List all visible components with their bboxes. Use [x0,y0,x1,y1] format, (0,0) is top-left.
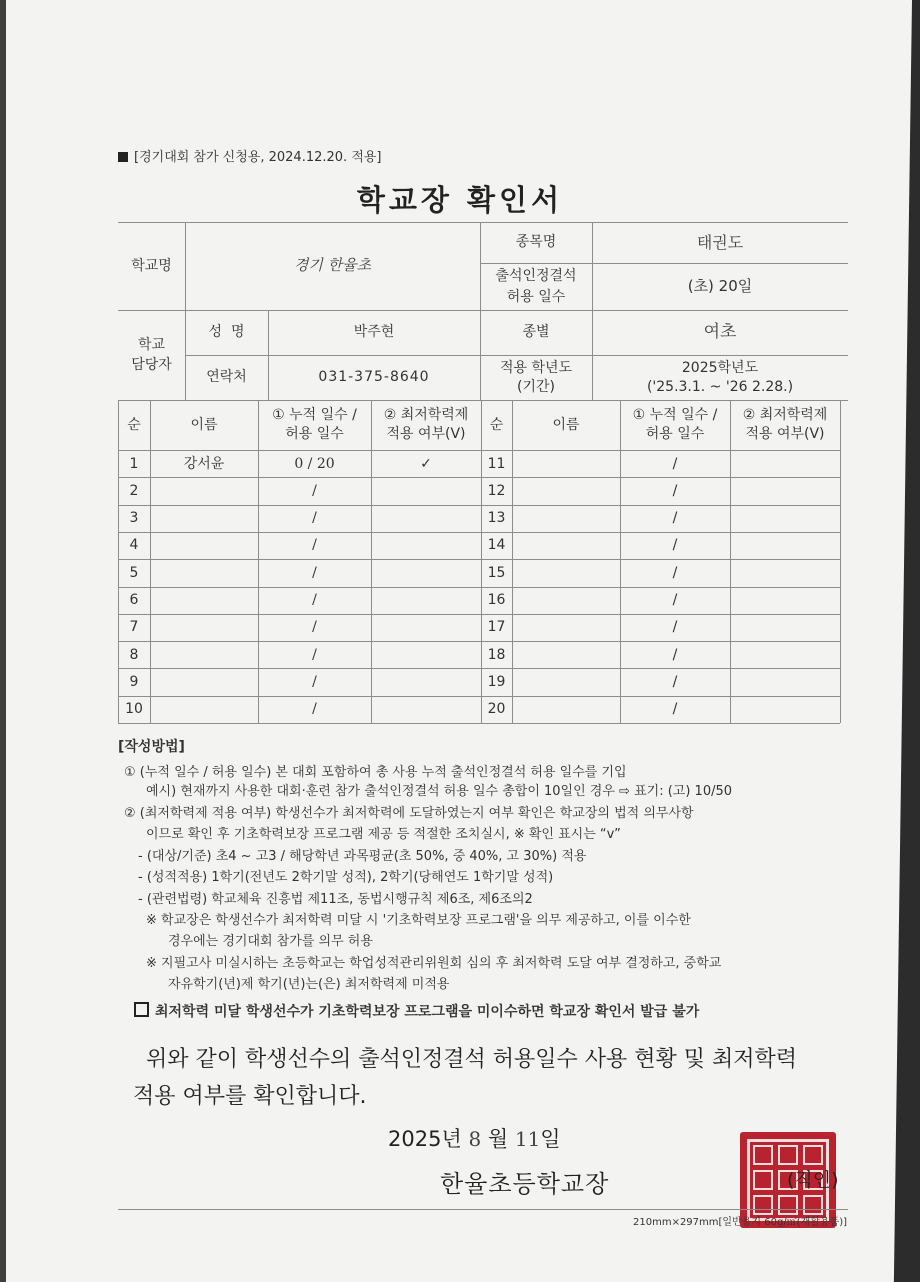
square-bullet-icon [118,152,128,162]
student-name [512,696,620,723]
min-standard-check [730,559,840,586]
days-used: / [672,482,678,499]
year-label [480,355,592,400]
min-standard-check: ✓ [420,455,432,472]
student-name [512,641,620,668]
col-name-right: 이름 [552,416,580,433]
student-name [150,477,258,504]
row-number: 6 [129,592,139,608]
row-number: 9 [129,673,139,690]
row-number: 15 [487,564,506,581]
sport-label: 종목명 [515,234,557,251]
row-number: 13 [487,510,506,527]
row-number: 12 [487,482,506,499]
col-min-right-1: ② 최저학력제 [742,407,828,424]
min-standard-check [730,532,840,559]
principal-name: 한율초등학교장 [440,1170,610,1198]
student-name [512,668,620,695]
days-used: / [672,619,678,636]
min-standard-check [730,477,840,504]
method-line-1: ① (누적 일수 / 허용 일수) 본 대회 포함하여 총 사용 누적 출석인정결석 허용 일수를 기입 [124,765,627,780]
min-standard-check [730,696,840,723]
col-min-left [371,400,481,450]
days-used: / [672,646,678,663]
row-number: 3 [129,510,139,527]
student-name [512,614,620,641]
days-used: / [312,482,317,499]
student-name [150,696,258,723]
min-standard-check [371,477,481,504]
days-used: / [672,592,678,608]
method-section [118,738,858,757]
row-number: 1 [129,455,139,472]
manager-label [118,310,185,400]
col-days-left-1: ① 누적 일수 / [272,407,357,424]
method-line-8: ※ 학교장은 학생선수가 최저학력 미달 시 '기초학력보장 프로그램'을 의무 제공하고, 이를 이수한 [146,913,691,928]
min-standard-check [371,587,481,614]
days-used: / [312,592,317,608]
student-name [150,641,258,668]
seal-label: (직인) [787,1169,839,1191]
row-number: 7 [129,619,139,636]
min-standard-check [371,614,481,641]
row-number: 8 [129,646,139,663]
min-standard-check [730,614,840,641]
col-no-left: 순 [127,416,141,433]
days-used: / [312,646,317,663]
row-number: 20 [487,701,506,718]
row-number: 4 [129,537,139,554]
method-line-11: 자유학기(년)제 학기(년)는(은) 최저학력제 미적용 [168,977,450,992]
date-month: 8 [468,1127,482,1151]
school-value: 경기 한율초 [293,256,372,275]
method-line-2: 예시) 현재까지 사용한 대회·훈련 참가 출석인정결석 허용 일수 총합이 10일인 경우 ⇨ 표기: (고) 10/50 [146,784,733,799]
row-number: 16 [487,592,506,608]
sport-value: 태권도 [696,232,744,252]
method-line-12 [134,1002,874,1022]
confirm-line-2: 적용 여부를 확인합니다. [133,1084,367,1109]
row-number: 17 [487,619,506,636]
gender-label: 종별 [522,324,550,341]
days-used: / [672,510,678,527]
method-line-9: 경우에는 경기대회 참가를 의무 허용 [168,934,373,949]
col-min-left-2: 적용 여부(V) [386,426,466,442]
row-number: 14 [487,537,506,554]
header-note [118,146,382,165]
min-standard-check [730,450,840,477]
student-name [512,450,620,477]
col-days-right-2: 허용 일수 [645,426,705,442]
min-standard-check [371,559,481,586]
row-number: 18 [487,646,506,663]
days-used: / [672,455,678,472]
student-name [150,587,258,614]
days-used: / [312,564,317,581]
attendance-value: (초) 20일 [687,276,753,295]
method-title: [작성방법] [118,739,185,755]
col-days-left-2: 허용 일수 [285,426,344,442]
min-standard-check [371,532,481,559]
days-used: / [312,673,317,690]
contact-value: 031-375-8640 [318,369,430,386]
date-month-unit: 월 [487,1127,509,1151]
manager-label-2: 담당자 [131,357,172,373]
col-min-right [730,400,840,450]
date-year: 2025 [388,1127,442,1151]
days-used: 0 / 20 [294,455,335,472]
date-year-unit: 년 [441,1127,462,1151]
gender-value: 여초 [703,322,737,343]
name-label: 성 명 [208,324,245,341]
col-days-left [258,400,371,450]
year-label-2: (기간) [517,378,555,395]
date-line [388,1123,561,1153]
student-name [512,477,620,504]
method-line-4: 이므로 확인 후 기초학력보장 프로그램 제공 등 적절한 조치실시, ※ 확인 표시는 “v” [146,827,621,842]
student-name [150,668,258,695]
days-used: / [672,701,678,718]
method-line-7: - (관련법령) 학교체육 진흥법 제11조, 동법시행규칙 제6조, 제6조의2 [138,892,533,907]
student-name [150,532,258,559]
contact-label: 연락처 [206,369,247,386]
row-number: 11 [487,455,506,472]
student-name [150,614,258,641]
year-value-1: 2025학년도 [681,360,759,377]
row-number: 2 [129,482,139,499]
days-used: / [312,619,317,636]
name-value: 박주현 [353,324,395,341]
col-no-right: 순 [489,416,504,433]
student-name [150,505,258,532]
col-min-right-2: 적용 여부(V) [745,426,825,442]
days-used: / [672,564,678,581]
student-name: 강서윤 [183,455,225,472]
method-line-3: ② (최저학력제 적용 여부) 학생선수가 최저학력에 도달하였는지 여부 확인은 학교장의 법적 의무사항 [124,806,694,821]
days-used: / [312,510,317,527]
attendance-label-2: 허용 일수 [506,288,566,305]
min-standard-check [371,696,481,723]
col-days-right-1: ① 누적 일수 / [632,407,718,424]
student-name [512,505,620,532]
method-line-10: ※ 지필고사 미실시하는 초등학교는 학업성적관리위원회 심의 후 최저학력 도달 여부 결정하고, 중학교 [146,956,722,971]
min-standard-check [371,668,481,695]
student-name [512,532,620,559]
days-used: / [672,673,678,690]
year-label-1: 적용 학년도 [499,360,573,377]
manager-label-1: 학교 [137,336,166,353]
col-min-left-1: ② 최저학력제 [383,407,469,424]
date-day-unit: 일 [540,1127,561,1151]
warning-box-icon [134,1002,149,1017]
attendance-label-1: 출석인정결석 [495,268,577,285]
method-line-12-text: 최저학력 미달 학생선수가 기초학력보장 프로그램을 미이수하면 학교장 확인서 발급 불가 [155,1004,700,1020]
year-value-2: ('25.3.1. ~ '26 2.28.) [646,378,794,395]
min-standard-check [371,505,481,532]
min-standard-check [730,641,840,668]
min-standard-check [730,505,840,532]
header-note-text: [경기대회 참가 신청용, 2024.12.20. 적용] [134,150,382,165]
days-used: / [672,537,678,554]
student-name [512,587,620,614]
date-day: 11 [514,1127,541,1151]
min-standard-check [730,668,840,695]
footer-note: 210mm×297mm[일반용지 60g/㎡(재활용품)] [633,1217,848,1228]
col-days-right [620,400,730,450]
year-value [592,355,848,400]
method-line-5: - (대상/기준) 초4 ~ 고3 / 해당학년 과목평균(초 50%, 중 40%, 고 30%) 적용 [138,849,587,864]
min-standard-check [730,587,840,614]
method-line-6: - (성적적용) 1학기(전년도 2학기말 성적), 2학기(당해연도 1학기말 성적) [138,870,554,885]
school-label: 학교명 [131,257,172,274]
row-number: 10 [125,701,143,718]
col-name-left: 이름 [190,416,218,433]
student-name [512,559,620,586]
min-standard-check [371,641,481,668]
row-number: 5 [129,564,139,581]
confirm-line-1: 위와 같이 학생선수의 출석인정결석 허용일수 사용 현황 및 최저학력 [146,1047,798,1072]
days-used: / [312,701,317,718]
page-title: 학교장 확인서 [356,183,564,217]
row-number: 19 [487,673,506,690]
student-name [150,559,258,586]
days-used: / [312,537,317,554]
attendance-label [480,263,592,310]
